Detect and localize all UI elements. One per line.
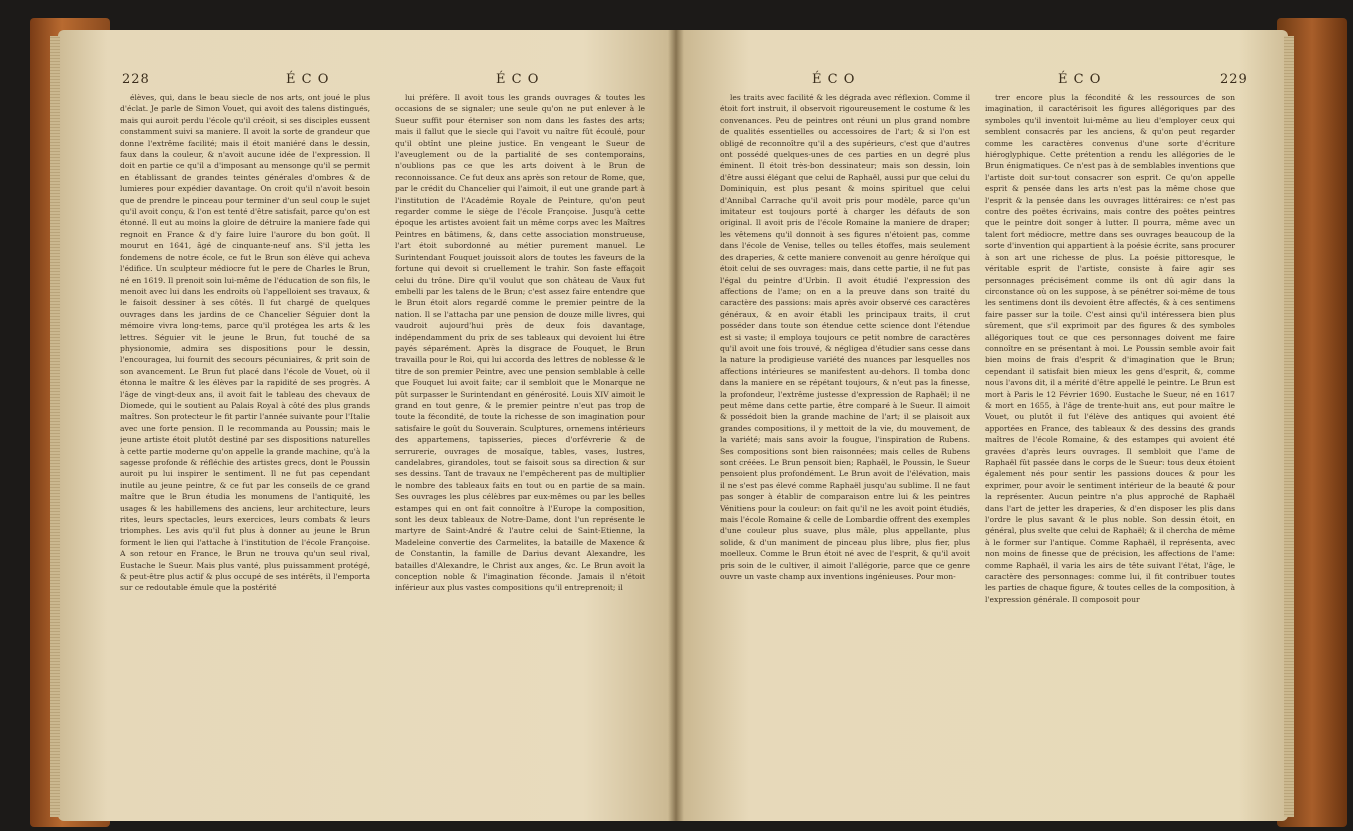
book-gutter <box>668 30 684 821</box>
left-col1-text: élèves, qui, dans le beau siecle de nos arts, ont joué le plus d'éclat. Je parle de Simon Vouet, qui avoit des talens distingués, mais qui auroit perdu l'école qu'il créoit, si ses disciples eussent constamment suivi sa maniere. Il avoit la sorte de grandeur que donne l'extrême facilité; mais il étoit maniéré dans le dessin, faux dans la couleur, & n'avoit aucune idée de l'expression. Il doit en partie ce qu'il a d'imposant au mensonge qu'il se permit en établissant de grandes teintes générales d'ombres & de lumieres pour expédier davantage. On croit qu'il n'avoit besoin que de prendre le pinceau pour terminer d'un seul coup le sujet qu'il avoit conçu, & l'on est tenté d'être satisfait, parce qu'on est étonné. Il eut au moins la gloire de détruire la maniere fade qui regnoit en France & d'y faire luire l'aurore du bon goût. Il mourut en 1641, âgé de cinquante-neuf ans. S'il jetta les fondemens de notre école, ce fut le Brun son élève qui acheva l'édifice. Un sculpteur médiocre fut le pere de Charles le Brun, né en 1619. Il prenoit soin lui-même de l'éducation de son fils, le menoit avec lui dans les endroits où l'appelloient ses travaux, & le faisoit dessiner à ses côtés. Il fut chargé de quelques ouvrages dans les jardins de ce Chancelier Séguier dont la mémoire vivra long-tems, parce qu'il protégea les arts & les lettres. Séguier vit le jeune le Brun, fut touché de sa physionomie, admira ses dispositions pour le dessin, l'encouragea, lui fournit des secours pécuniaires, & prit soin de son avancement. Le Brun fut placé dans l'école de Vouet, où il étonna le maître & les élèves par la rapidité de ses progrès. A l'âge de vingt-deux ans, il avoit fait le tableau des chevaux de Diomede, qui le soutient au Palais Royal à côté des plus grands maîtres. Son protecteur le fit partir l'année suivante pour l'Italie avec une forte pension. Il le recommanda au Poussin; mais le jeune artiste étoit plutôt destiné par ses dispositions naturelles à cette partie moderne qu'on appelle la grande machine, qu'à la sagesse profonde & réfléchie des artistes grecs, dont le Poussin auroit pu lui inspirer le sentiment. Il ne fut pas cependant inutile au jeune peintre, & ce fut par les conseils de ce grand maître que le Brun étudia les monumens de l'antiquité, les usages & les habillemens des anciens, leur architecture, leurs rites, leurs spectacles, leurs exercices, leurs combats & leurs triomphes. Les avis qu'il fut plus à donner au jeune le Brun forment le lien qui l'attache à l'institution de l'école Françoise. A son retour en France, le Brun ne trouva qu'un seul rival, Eustache le Sueur. Mais plus vanté, plus puissamment protégé, & peut-être plus actif & plus occupé de ses intérêts, il l'emporta sur ce redoutable émule que la postérité <box>120 93 370 593</box>
left-page-column-2 <box>395 92 645 777</box>
left-running-head-1: É C O <box>286 72 330 87</box>
right-page-column-1 <box>720 92 970 777</box>
right-page-number: 229 <box>1220 72 1248 87</box>
left-page-edges <box>50 36 60 817</box>
right-running-head-1: É C O <box>812 72 856 87</box>
right-col2-text: trer encore plus la fécondité & les ressources de son imagination, il caractérisoit les figures allégoriques par des symboles qu'il inventoit lui-même au lieu d'employer ceux qui semblent consacrés par les anciens, & qu'on peut regarder comme les caractères convenus d'une sorte d'écriture hiéroglyphique. Cette prétention a rendu les allégories de le Brun énigmatiques. Ce n'est pas à de semblables inventions que l'artiste doit sur-tout consacrer son esprit. Ce qu'on appelle esprit & pensée dans les arts n'est pas la même chose que l'esprit & la pensée dans les ouvrages littéraires: ce n'est pas contre des poëtes écrivains, mais contre des poëtes peintres que le peintre doit songer à lutter. Il pourra, même avec un talent fort médiocre, mettre dans ses ouvrages beaucoup de la sorte d'invention qui appartient à la poésie écrite, sans procurer à son art une richesse de plus. La poésie pittoresque, le véritable esprit de l'artiste, consiste à faire agir ses personnages précisément comme ils ont dû agir dans la circonstance où on les suppose, à se pénétrer soi-même de tous les sentimens dont ils devoient être affectés, & à ces sentimens faire passer sur la toile. C'est ainsi qu'il intéressera bien plus sûrement, que s'il exprimoit par des figures & des symboles allégoriques tout ce que ces personnages doivent me faire connoître en se présentant à moi. Le Poussin semble avoir fait bien moins de frais d'esprit & d'imagination que le Brun; cependant il satisfait bien mieux les gens d'esprit, &, comme nous l'avons dit, il a mérité d'être appellé le peintre. Le Brun est mort à Paris le 12 Février 1690. Eustache le Sueur, né en 1617 & mort en 1655, à l'âge de trente-huit ans, eut pour maître le Vouet, ou plutôt il fut l'élève des antiques qui avoient été apportées en France, des tableaux & des dessins des grands maîtres de l'école Romaine, & des estampes qui avoient été gravées d'après leurs ouvrages. Il sembloit que l'ame de Raphaël fût passée dans le corps de le Sueur: tous deux étoient également nés pour sentir les passions douces & pour les exprimer, pour avoir le sentiment intérieur de la beauté & pour la représenter. Aucun peintre n'a plus approché de Raphaël dans l'art de jetter les draperies, & d'en disposer les plis dans l'ordre le plus savant & le plus noble. Son dessin étoit, en général, plus svelte que celui de Raphaël; & il chercha de même à le former sur l'antique. Comme Raphaël, il représenta, avec non moins de finesse que de précision, les affections de l'ame: comme Raphaël, il varia les airs de tête suivant l'état, l'âge, le caractère des personnages: comme lui, il fit contribuer toutes les parties de chaque figure, & toutes celles de la composition, à l'expression générale. Il composoit pour <box>985 93 1235 604</box>
right-running-head-2: É C O <box>1058 72 1102 87</box>
left-col2-text: lui préfère. Il avoit tous les grands ouvrages & toutes les occasions de se signaler; une seule qu'on ne put enlever à le Sueur suffit pour éterniser son nom dans les fastes des arts; mais il fallut que le siecle qui l'avoit vu naître fût écoulé, pour qu'il obtînt une pleine justice. En vengeant le Sueur de l'aveuglement ou de la partialité de ses contemporains, n'oublions pas ce que les arts doivent à le Brun de reconnoissance. Ce fut deux ans après son retour de Rome, que, par le crédit du Chancelier qui l'aimoit, il eut une grande part à l'institution de l'Académie Royale de Peinture, qu'on peut regarder comme le siège de l'école Françoise. Jusqu'à cette époque les artistes avoient fait un même corps avec les Maîtres Peintres en bâtimens, &, dans cette association monstrueuse, l'art étoit subordonné au métier purement manuel. Le Surintendant Fouquet jouissoit alors de toutes les faveurs de la fortune qui devoit si cruellement le trahir. Son faste effaçoit celui du trône. Dire qu'il voulut que son château de Vaux fut embelli par les talens de le Brun; c'est assez faire entendre que le Brun étoit alors regardé comme le premier peintre de la nation. Il se l'attacha par une pension de douze mille livres, qui vaudroit aujourd'hui près de deux fois davantage, indépendamment du prix de ses tableaux qui devoient lui être payés séparément. Après la disgrace de Fouquet, le Brun travailla pour le Roi, qui lui accorda des lettres de noblesse & le titre de son premier Peintre, avec une pension semblable à celle que Fouquet lui avoit faite; car il sembloit que le Monarque ne pût surpasser le Surintendant en générosité. Louis XIV aimoit le grand en tout genre, & le premier peintre n'eut pas trop de toute la fécondité, de toute la richesse de son imagination pour satisfaire le goût du Souverain. Sculptures, ornemens intérieurs des appartemens, tapisseries, pieces d'orfévrerie & de serrurerie, ouvrages de mosaïque, tables, vases, lustres, candelabres, girandoles, tout se faisoit sous sa direction & sur ses dessins. Tant de travaux ne l'empêcherent pas de multiplier le nombre des tableaux faits en tout ou en partie de sa main. Ses ouvrages les plus célèbres par eux-mêmes ou par les belles estampes qui en ont fait connoître à l'Europe la composition, sont les deux tableaux de Notre-Dame, dont l'un représente le martyre de Saint-André & l'autre celui de Saint-Etienne, la Madeleine convertie des Carmelites, la bataille de Maxence & de Constantin, la famille de Darius devant Alexandre, les batailles d'Alexandre, le Christ aux anges, &c. Le Brun avoit la conception noble & l'imagination féconde. Jamais il n'étoit inférieur aux plus vastes compositions qu'il entreprenoit; il <box>395 93 645 593</box>
right-page-column-2 <box>985 92 1235 777</box>
left-running-head-2: É C O <box>496 72 540 87</box>
right-page-edges <box>1284 36 1294 817</box>
left-page-column-1 <box>120 92 370 777</box>
right-col1-text: les traits avec facilité & les dégrada avec réflexion. Comme il étoit fort instruit, il observoit rigoureusement le costume & les convenances. Peu de peintres ont réuni un plus grand nombre de qualités essentielles ou accessoires de l'art; & si l'on est obligé de reconnoître qu'il a des supérieurs, c'est que d'autres ont possédé quelques-unes de ces parties en un degré plus éminent. Il étoit très-bon dessinateur; mais son dessin, loin d'être aussi élégant que celui de Raphaël, aussi pur que celui du Dominiquin, est plus pesant & moins spirituel que celui d'Annibal Carrache qu'il avoit pris pour modèle, parce qu'un imitateur est toujours porté à charger les défauts de son original. Il avoit pris de l'école Romaine la maniere de draper; les vêtemens qu'il donnoit à ses figures n'étoient pas, comme dans l'école de Venise, telles ou telles étoffes, mais seulement des draperies, & cette maniere convenoit au genre héroïque qui étoit celui de ses ouvrages: mais, dans cette partie, il ne fut pas l'égal du peintre d'Urbin. Il avoit étudié l'expression des affections de l'ame; on en a la preuve dans son traité du caractère des passions: mais après avoir observé ces caractères généraux, & en avoir établi les principaux traits, il crut posséder dans toute son étendue cette science dont l'étendue est si vaste; il employa toujours ce petit nombre de caractères qu'il avoit une fois trouvé, & négligea d'étudier sans cesse dans la nature la prodigieuse variété des nuances par lesquelles nos affections intérieures se manifestent au-dehors. Il tomba donc dans la maniere en se répétant toujours, & n'eut pas la finesse, la profondeur, l'extrême justesse d'expression de Raphaël; il ne peut même dans cette partie, être comparé à le Sueur. Il aimoit & possédoit bien la grande machine de l'art; il se plaisoit aux grandes compositions, il y mettoit de la vie, du mouvement, de la variété; mais sans avoir la fougue, l'inspiration de Rubens. Ses compositions sont bien raisonnées; mais celles de Rubens sont créées. Le Brun pensoit bien; Raphaël, le Poussin, le Sueur pensoient plus profondément. Le Brun avoit de l'élévation, mais il ne s'est pas élevé comme Raphaël jusqu'au sublime. Il ne faut pas songer à établir de comparaison entre lui & les peintres Vénitiens pour la couleur: on fait qu'il ne les avoit point étudiés, mais l'école Romaine & celle de Lombardie offrent des exemples d'une couleur plus suave, plus mâle, plus appellante, plus solide, & d'un maniment de pinceau plus libre, plus fier, plus moelleux. Comme le Brun étoit né avec de l'esprit, & qu'il avoit pris soin de le cultiver, il aimoit l'allégorie, parce que ce genre ouvre un vaste champ aux inventions ingénieuses. Pour mon- <box>720 93 970 582</box>
left-page-number: 228 <box>122 72 150 87</box>
